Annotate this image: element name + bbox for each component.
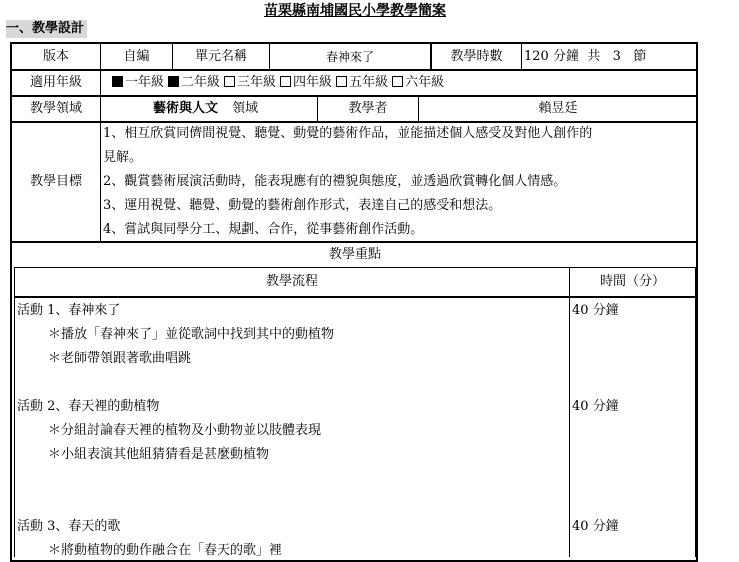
grade-option[interactable] bbox=[280, 75, 332, 90]
hours-label: 教學時數 bbox=[450, 49, 503, 64]
field-name: 藝術與人文 bbox=[153, 101, 219, 116]
activity-item: ＊分組討論春天裡的植物及小動物並以肢體表現 bbox=[48, 423, 322, 438]
unchecked-box-icon[interactable] bbox=[280, 76, 291, 87]
teacher-value: 賴昱廷 bbox=[538, 101, 578, 116]
activity-title: 活動 2、春天裡的動植物 bbox=[17, 399, 160, 414]
hours-value: 120 分鐘 共 3 節 bbox=[524, 49, 647, 64]
inner-border bbox=[695, 267, 696, 557]
inner-border bbox=[14, 267, 15, 557]
col-divider bbox=[521, 42, 522, 70]
goal-line: 見解。 bbox=[103, 150, 143, 165]
grade-option[interactable] bbox=[112, 75, 164, 90]
time-heading: 時間（分） bbox=[599, 274, 665, 289]
inner-border bbox=[569, 267, 570, 557]
activity-title: 活動 3、春天的歌 bbox=[17, 519, 121, 534]
grade-option-label: 二年級 bbox=[181, 75, 221, 90]
grade-option[interactable] bbox=[336, 75, 388, 90]
checked-box-icon[interactable] bbox=[168, 76, 179, 87]
grade-options bbox=[112, 74, 448, 92]
checked-box-icon[interactable] bbox=[112, 76, 123, 87]
row-divider bbox=[10, 95, 698, 97]
flow-heading: 教學流程 bbox=[265, 274, 318, 289]
unit-value: 春神來了 bbox=[325, 50, 374, 64]
activity-item: ＊播放「春神來了」並從歌詞中找到其中的動植物 bbox=[48, 327, 335, 342]
field-label: 教學領域 bbox=[29, 101, 82, 116]
activity-item: ＊老師帶領跟著歌曲唱跳 bbox=[48, 351, 192, 366]
goal-line: 4、嘗試與同學分工、規劃、合作，從事藝術創作活動。 bbox=[103, 222, 424, 237]
grade-option[interactable] bbox=[168, 75, 220, 90]
unchecked-box-icon[interactable] bbox=[336, 76, 347, 87]
activity-item: ＊小組表演其他組猜猜看是甚麼動植物 bbox=[48, 447, 270, 462]
grade-label: 適用年級 bbox=[29, 75, 82, 90]
row-divider bbox=[10, 69, 698, 71]
activity-time: 40 分鐘 bbox=[572, 519, 619, 534]
version-label: 版本 bbox=[42, 49, 69, 64]
focus-heading: 教學重點 bbox=[328, 247, 381, 262]
activity-title: 活動 1、春神來了 bbox=[17, 303, 121, 318]
grade-option-label: 三年級 bbox=[237, 75, 277, 90]
version-value: 自編 bbox=[123, 49, 150, 64]
grade-option-label: 六年級 bbox=[405, 75, 445, 90]
unchecked-box-icon[interactable] bbox=[392, 76, 403, 87]
goal-line: 2、觀賞藝術展演活動時，能表現應有的禮貌與態度，並透過欣賞轉化個人情感。 bbox=[103, 174, 567, 189]
field-value bbox=[153, 100, 258, 118]
grade-option-label: 一年級 bbox=[125, 75, 165, 90]
grade-option[interactable] bbox=[224, 75, 276, 90]
inner-border bbox=[14, 267, 696, 268]
unit-label: 單元名稱 bbox=[194, 49, 247, 64]
activity-item: ＊將動植物的動作融合在「春天的歌」裡 bbox=[48, 543, 283, 558]
section-heading: 一、教學設計 bbox=[6, 20, 87, 38]
activity-time: 40 分鐘 bbox=[572, 399, 619, 414]
grade-option-label: 四年級 bbox=[293, 75, 333, 90]
teacher-label: 教學者 bbox=[348, 101, 388, 116]
row-divider bbox=[10, 241, 698, 243]
col-divider bbox=[100, 122, 101, 242]
document-title: 苗栗縣南埔國民小學教學簡案 bbox=[264, 3, 446, 19]
inner-border bbox=[14, 296, 696, 298]
goal-line: 3、運用視覺、聽覺、動覺的藝術創作形式，表達自己的感受和想法。 bbox=[103, 198, 502, 213]
field-suffix: 領域 bbox=[232, 101, 259, 116]
grade-option-label: 五年級 bbox=[349, 75, 389, 90]
activity-time: 40 分鐘 bbox=[572, 303, 619, 318]
row-divider bbox=[10, 121, 698, 123]
col-divider bbox=[100, 96, 101, 122]
col-divider bbox=[100, 70, 101, 96]
goal-line: 1、相互欣賞同儕間視覺、聽覺、動覺的藝術作品，並能描述個人感受及對他人創作的 bbox=[103, 126, 593, 141]
unchecked-box-icon[interactable] bbox=[224, 76, 235, 87]
grade-option[interactable] bbox=[392, 75, 444, 90]
goals-label: 教學目標 bbox=[29, 174, 82, 189]
